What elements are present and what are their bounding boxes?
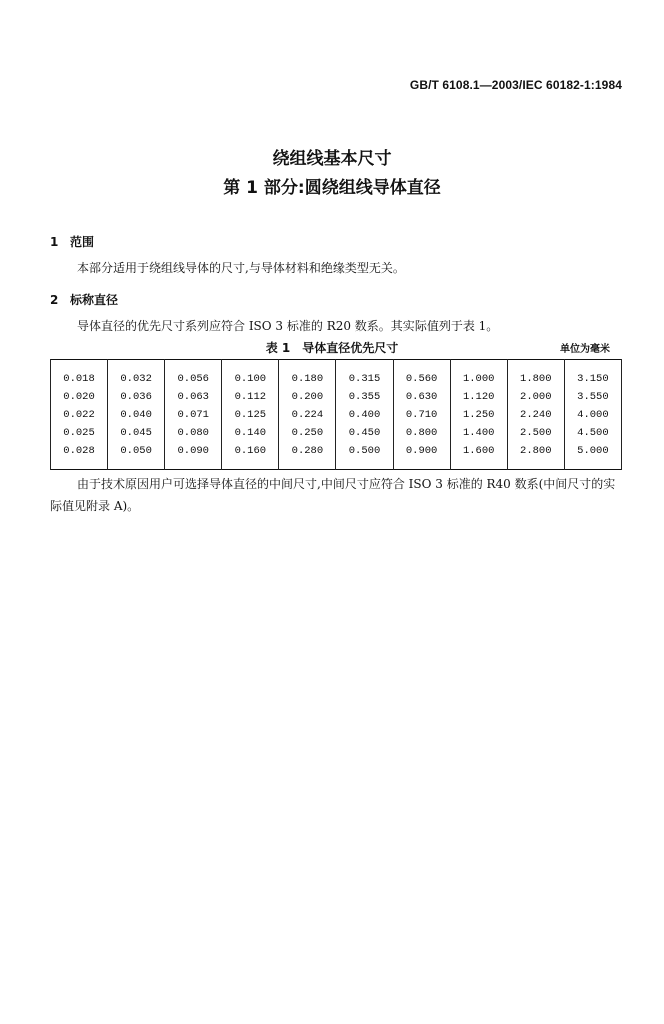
table-cell: 0.630 <box>405 390 438 403</box>
table-cell: 3.550 <box>577 390 609 403</box>
table-cell: 0.560 <box>405 372 438 385</box>
table-cell: 0.160 <box>234 444 267 457</box>
table-cell: 0.140 <box>234 426 267 439</box>
table-cell: 0.025 <box>63 426 95 439</box>
section-2-heading <box>50 291 118 308</box>
table-column <box>507 360 564 470</box>
table-cell: 0.224 <box>291 408 324 421</box>
table-column <box>165 360 222 470</box>
table-cell: 0.200 <box>291 390 324 403</box>
table-column <box>108 360 165 470</box>
table-cell: 0.020 <box>63 390 95 403</box>
table-cell: 0.090 <box>177 444 209 457</box>
table-cell: 0.040 <box>120 408 152 421</box>
table-unit: 单位为毫米 <box>560 344 610 355</box>
table-cell: 0.022 <box>63 408 95 421</box>
table-cell: 1.000 <box>462 372 495 385</box>
table-cell: 0.400 <box>348 408 381 421</box>
table-cell: 0.125 <box>234 408 267 421</box>
table-cell: 0.032 <box>120 372 152 385</box>
section-1-heading <box>50 233 94 250</box>
table-cell: 0.450 <box>348 426 381 439</box>
table-cell: 0.071 <box>177 408 209 421</box>
table-cell: 1.250 <box>462 408 495 421</box>
table-cell: 0.710 <box>405 408 438 421</box>
table-cell: 0.180 <box>291 372 324 385</box>
table-column <box>222 360 279 470</box>
table-cell: 0.056 <box>177 372 209 385</box>
section-number: 1 <box>50 235 59 249</box>
table-cell: 0.045 <box>120 426 152 439</box>
table-cell: 1.800 <box>520 372 552 385</box>
table-row <box>51 360 622 470</box>
table-column <box>393 360 450 470</box>
table-cell: 2.500 <box>520 426 552 439</box>
table-cell: 0.112 <box>234 390 267 403</box>
table-cell: 2.800 <box>520 444 552 457</box>
table-cell: 0.018 <box>63 372 95 385</box>
table-column <box>336 360 393 470</box>
document-title: 绕组线基本尺寸 <box>272 149 392 169</box>
section-title: 范围 <box>70 235 95 249</box>
table-column <box>564 360 621 470</box>
table-cell: 0.028 <box>63 444 95 457</box>
table-cell: 5.000 <box>577 444 609 457</box>
table-cell: 2.240 <box>520 408 552 421</box>
standard-code: GB/T 6108.1—2003/IEC 60182-1:1984 <box>409 78 622 92</box>
footer-paragraph: 由于技术原因用户可选择导体直径的中间尺寸,中间尺寸应符合 ISO 3 标准的 R40 数系(中间尺寸的实际值见附录 A)。 <box>50 477 616 513</box>
table-cell: 0.900 <box>405 444 438 457</box>
table-cell: 1.400 <box>462 426 495 439</box>
section-title: 标称直径 <box>70 293 119 307</box>
table-cell: 0.800 <box>405 426 438 439</box>
table-cell: 2.000 <box>520 390 552 403</box>
diameter-table <box>50 359 622 470</box>
table-cell: 0.250 <box>291 426 324 439</box>
table-cell: 0.100 <box>234 372 267 385</box>
section-number: 2 <box>50 293 59 307</box>
document-subtitle: 第 1 部分:圆绕组线导体直径 <box>223 178 441 198</box>
section-2-paragraph: 导体直径的优先尺寸系列应符合 ISO 3 标准的 R20 数系。其实际值列于表 1。 <box>77 319 499 333</box>
table-cell: 3.150 <box>577 372 609 385</box>
table-column <box>51 360 108 470</box>
table-cell: 0.500 <box>348 444 381 457</box>
table-column <box>450 360 507 470</box>
table-cell: 0.355 <box>348 390 381 403</box>
table-cell: 0.050 <box>120 444 152 457</box>
section-1-paragraph: 本部分适用于绕组线导体的尺寸,与导体材料和绝缘类型无关。 <box>77 261 405 275</box>
table-caption: 表 1 导体直径优先尺寸 <box>265 341 399 355</box>
table-cell: 0.063 <box>177 390 209 403</box>
table-cell: 1.120 <box>462 390 495 403</box>
table-cell: 0.036 <box>120 390 152 403</box>
table-column <box>279 360 336 470</box>
table-cell: 4.000 <box>577 408 609 421</box>
table-cell: 4.500 <box>577 426 609 439</box>
table-cell: 0.080 <box>177 426 209 439</box>
table-cell: 1.600 <box>462 444 495 457</box>
table-cell: 0.315 <box>348 372 381 385</box>
table-cell: 0.280 <box>291 444 324 457</box>
